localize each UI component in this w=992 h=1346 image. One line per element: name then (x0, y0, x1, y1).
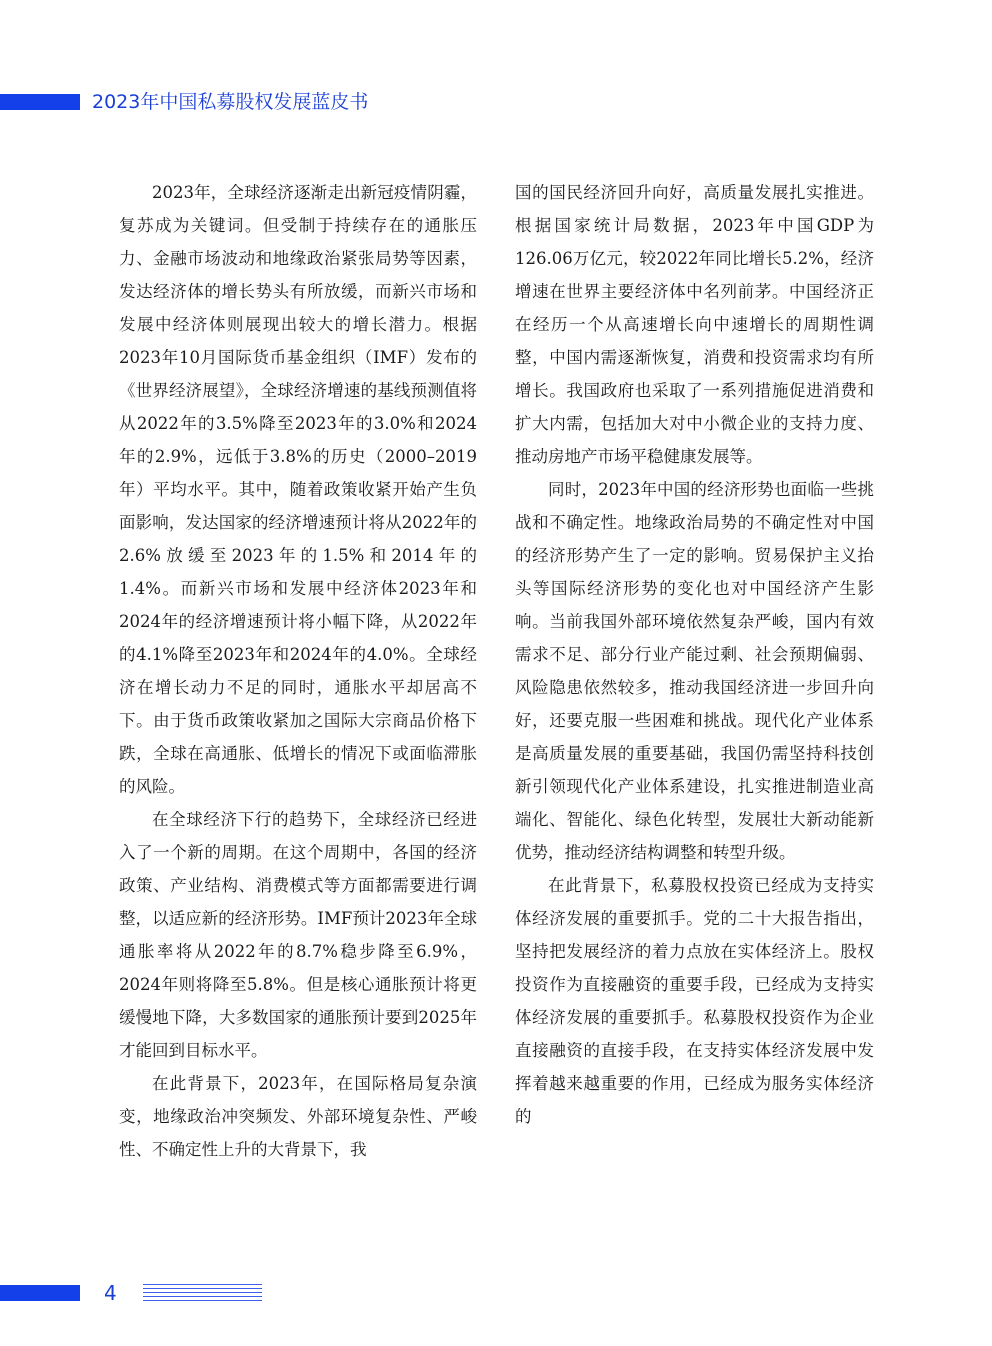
left-text-column (119, 176, 477, 1166)
paragraph: 在此背景下，2023年，在国际格局复杂演变，地缘政治冲突频发、外部环境复杂性、严峻性、不确定性上升的大背景下，我 (119, 1074, 477, 1159)
paragraph: 在全球经济下行的趋势下，全球经济已经进入了一个新的周期。在这个周期中，各国的经济政策、产业结构、消费模式等方面都需要进行调整，以适应新的经济形势。IMF预计2023年全球通胀率将从2022年的8.7%稳步降至6.9%，2024年则将降至5.8%。但是核心通胀预计将更缓慢地下降，大多数国家的通胀预计要到2025年才能回到目标水平。 (119, 810, 477, 1060)
paragraph: 2023年，全球经济逐渐走出新冠疫情阴霾，复苏成为关键词。但受制于持续存在的通胀压力、金融市场波动和地缘政治紧张局势等因素，发达经济体的增长势头有所放缓，而新兴市场和发展中经济体则展现出较大的增长潜力。根据2023年10月国际货币基金组织（IMF）发布的《世界经济展望》，全球经济增速的基线预测值将从2022年的3.5%降至2023年的3.0%和2024年的2.9%，远低于3.8%的历史（2000–2019年）平均水平。其中，随着政策收紧开始产生负面影响，发达国家的经济增速预计将从2022年的2.6%放缓至2023年的1.5%和2014年的1.4%。而新兴市场和发展中经济体2023年和2024年的经济增速预计将小幅下降，从2022年的4.1%降至2023年和2024年的4.0%。全球经济在增长动力不足的同时，通胀水平却居高不下。由于货币政策收紧加之国际大宗商品价格下跌，全球在高通胀、低增长的情况下或面临滞胀的风险。 (119, 183, 477, 796)
footer-accent-bar (0, 1285, 80, 1301)
page-number: 4 (104, 1281, 117, 1305)
running-header-title: 2023年中国私募股权发展蓝皮书 (92, 91, 369, 113)
header-accent-bar (0, 94, 80, 110)
paragraph: 同时，2023年中国的经济形势也面临一些挑战和不确定性。地缘政治局势的不确定性对中国的经济形势产生了一定的影响。贸易保护主义抬头等国际经济形势的变化也对中国经济产生影响。当前我国外部环境依然复杂严峻，国内有效需求不足、部分行业产能过剩、社会预期偏弱、风险隐患依然较多，推动我国经济进一步回升向好，还要克服一些困难和挑战。现代化产业体系是高质量发展的重要基础，我国仍需坚持科技创新引领现代化产业体系建设，扎实推进制造业高端化、智能化、绿色化转型，发展壮大新动能新优势，推动经济结构调整和转型升级。 (515, 480, 874, 862)
paragraph: 在此背景下，私募股权投资已经成为支持实体经济发展的重要抓手。党的二十大报告指出，坚持把发展经济的着力点放在实体经济上。股权投资作为直接融资的重要手段，已经成为支持实体经济发展的重要抓手。私募股权投资作为企业直接融资的直接手段，在支持实体经济发展中发挥着越来越重要的作用，已经成为服务实体经济的 (515, 876, 874, 1126)
right-text-column (515, 176, 874, 1133)
paragraph-continued: 国的国民经济回升向好，高质量发展扎实推进。根据国家统计局数据，2023年中国GDP为126.06万亿元，较2022年同比增长5.2%，经济增速在世界主要经济体中名列前茅。中国经济正在经历一个从高速增长向中速增长的周期性调整，中国内需逐渐恢复，消费和投资需求均有所增长。我国政府也采取了一系列措施促进消费和扩大内需，包括加大对中小微企业的支持力度、推动房地产市场平稳健康发展等。 (515, 183, 874, 466)
footer-decorative-lines (143, 1284, 262, 1302)
